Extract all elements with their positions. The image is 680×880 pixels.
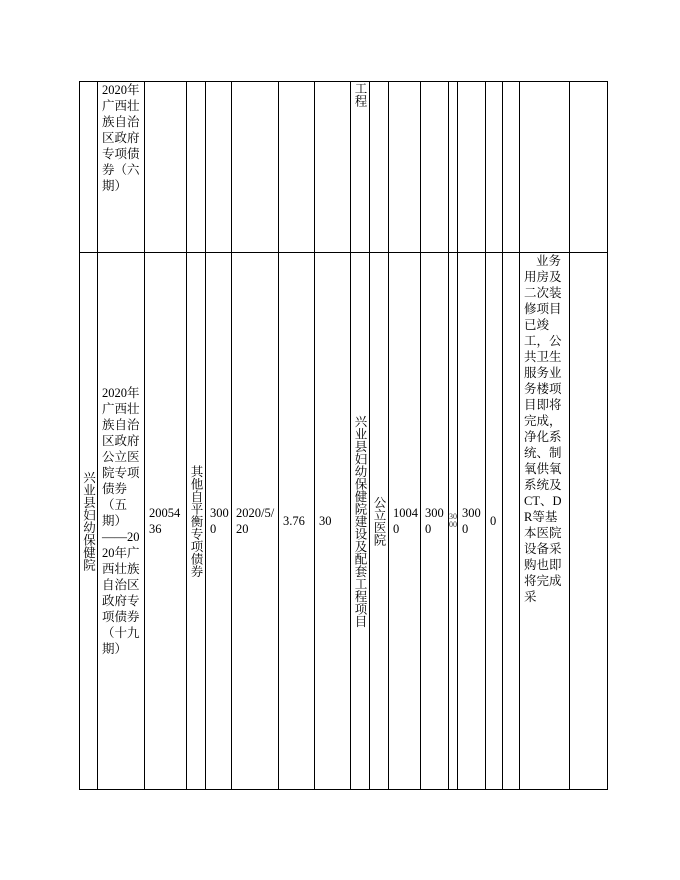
other-cell bbox=[486, 253, 503, 790]
unit-cell bbox=[80, 253, 98, 790]
term-cell bbox=[315, 253, 351, 790]
issue-date: 2020/5/20 bbox=[236, 506, 275, 536]
project-name-tail: 工程 bbox=[353, 82, 367, 107]
unit-name: 兴业县妇幼保健院 bbox=[81, 471, 96, 571]
project-name-cell bbox=[351, 253, 370, 790]
rate: 3.76 bbox=[283, 514, 305, 528]
bond-name-cell bbox=[98, 253, 145, 790]
bond-table bbox=[79, 81, 608, 790]
bond-type-cell bbox=[187, 253, 206, 790]
bond-code: 2005436 bbox=[149, 506, 181, 536]
bond-funds: 3000 bbox=[425, 506, 444, 536]
total-investment: 10040 bbox=[393, 506, 418, 536]
squeezed-value: 3000 bbox=[449, 512, 457, 529]
term: 30 bbox=[319, 514, 332, 528]
progress: 业务用房及二次装修项目已竣工，公共卫生服务业务楼项目即将完成，净化系统、制氧供氧系统及CT、DR等基本医院设备采购也即将完成采 bbox=[524, 254, 562, 604]
total-investment-cell bbox=[389, 253, 421, 790]
bond-type: 其他自平衡专项债券 bbox=[189, 464, 203, 578]
other: 0 bbox=[490, 514, 497, 528]
squeezed-cell bbox=[449, 253, 458, 790]
used-cell bbox=[458, 253, 486, 790]
bond-name: 2020年广西壮族自治区政府公立医院专项债券（五期）——2020年广西壮族自治区政府专项债券（十九期） bbox=[102, 386, 140, 656]
table-row bbox=[80, 253, 608, 790]
rate-cell bbox=[279, 253, 315, 790]
used: 3000 bbox=[462, 506, 481, 536]
bond-name-cell bbox=[98, 82, 145, 253]
bond-code-cell bbox=[145, 253, 187, 790]
bond-funds-cell bbox=[421, 253, 449, 790]
bond-name: 2020年广西壮族自治区政府专项债券（六期） bbox=[102, 83, 140, 193]
issue-date-cell bbox=[232, 253, 279, 790]
field-cell bbox=[370, 253, 389, 790]
field: 公立医院 bbox=[372, 496, 386, 546]
project-name: 兴业县妇幼保健院建设及配套工程项目 bbox=[353, 414, 367, 628]
project-name-cell bbox=[351, 82, 370, 253]
amount-cell bbox=[206, 253, 232, 790]
table-row bbox=[80, 82, 608, 253]
amount: 3000 bbox=[210, 506, 229, 536]
progress-cell bbox=[520, 253, 570, 790]
